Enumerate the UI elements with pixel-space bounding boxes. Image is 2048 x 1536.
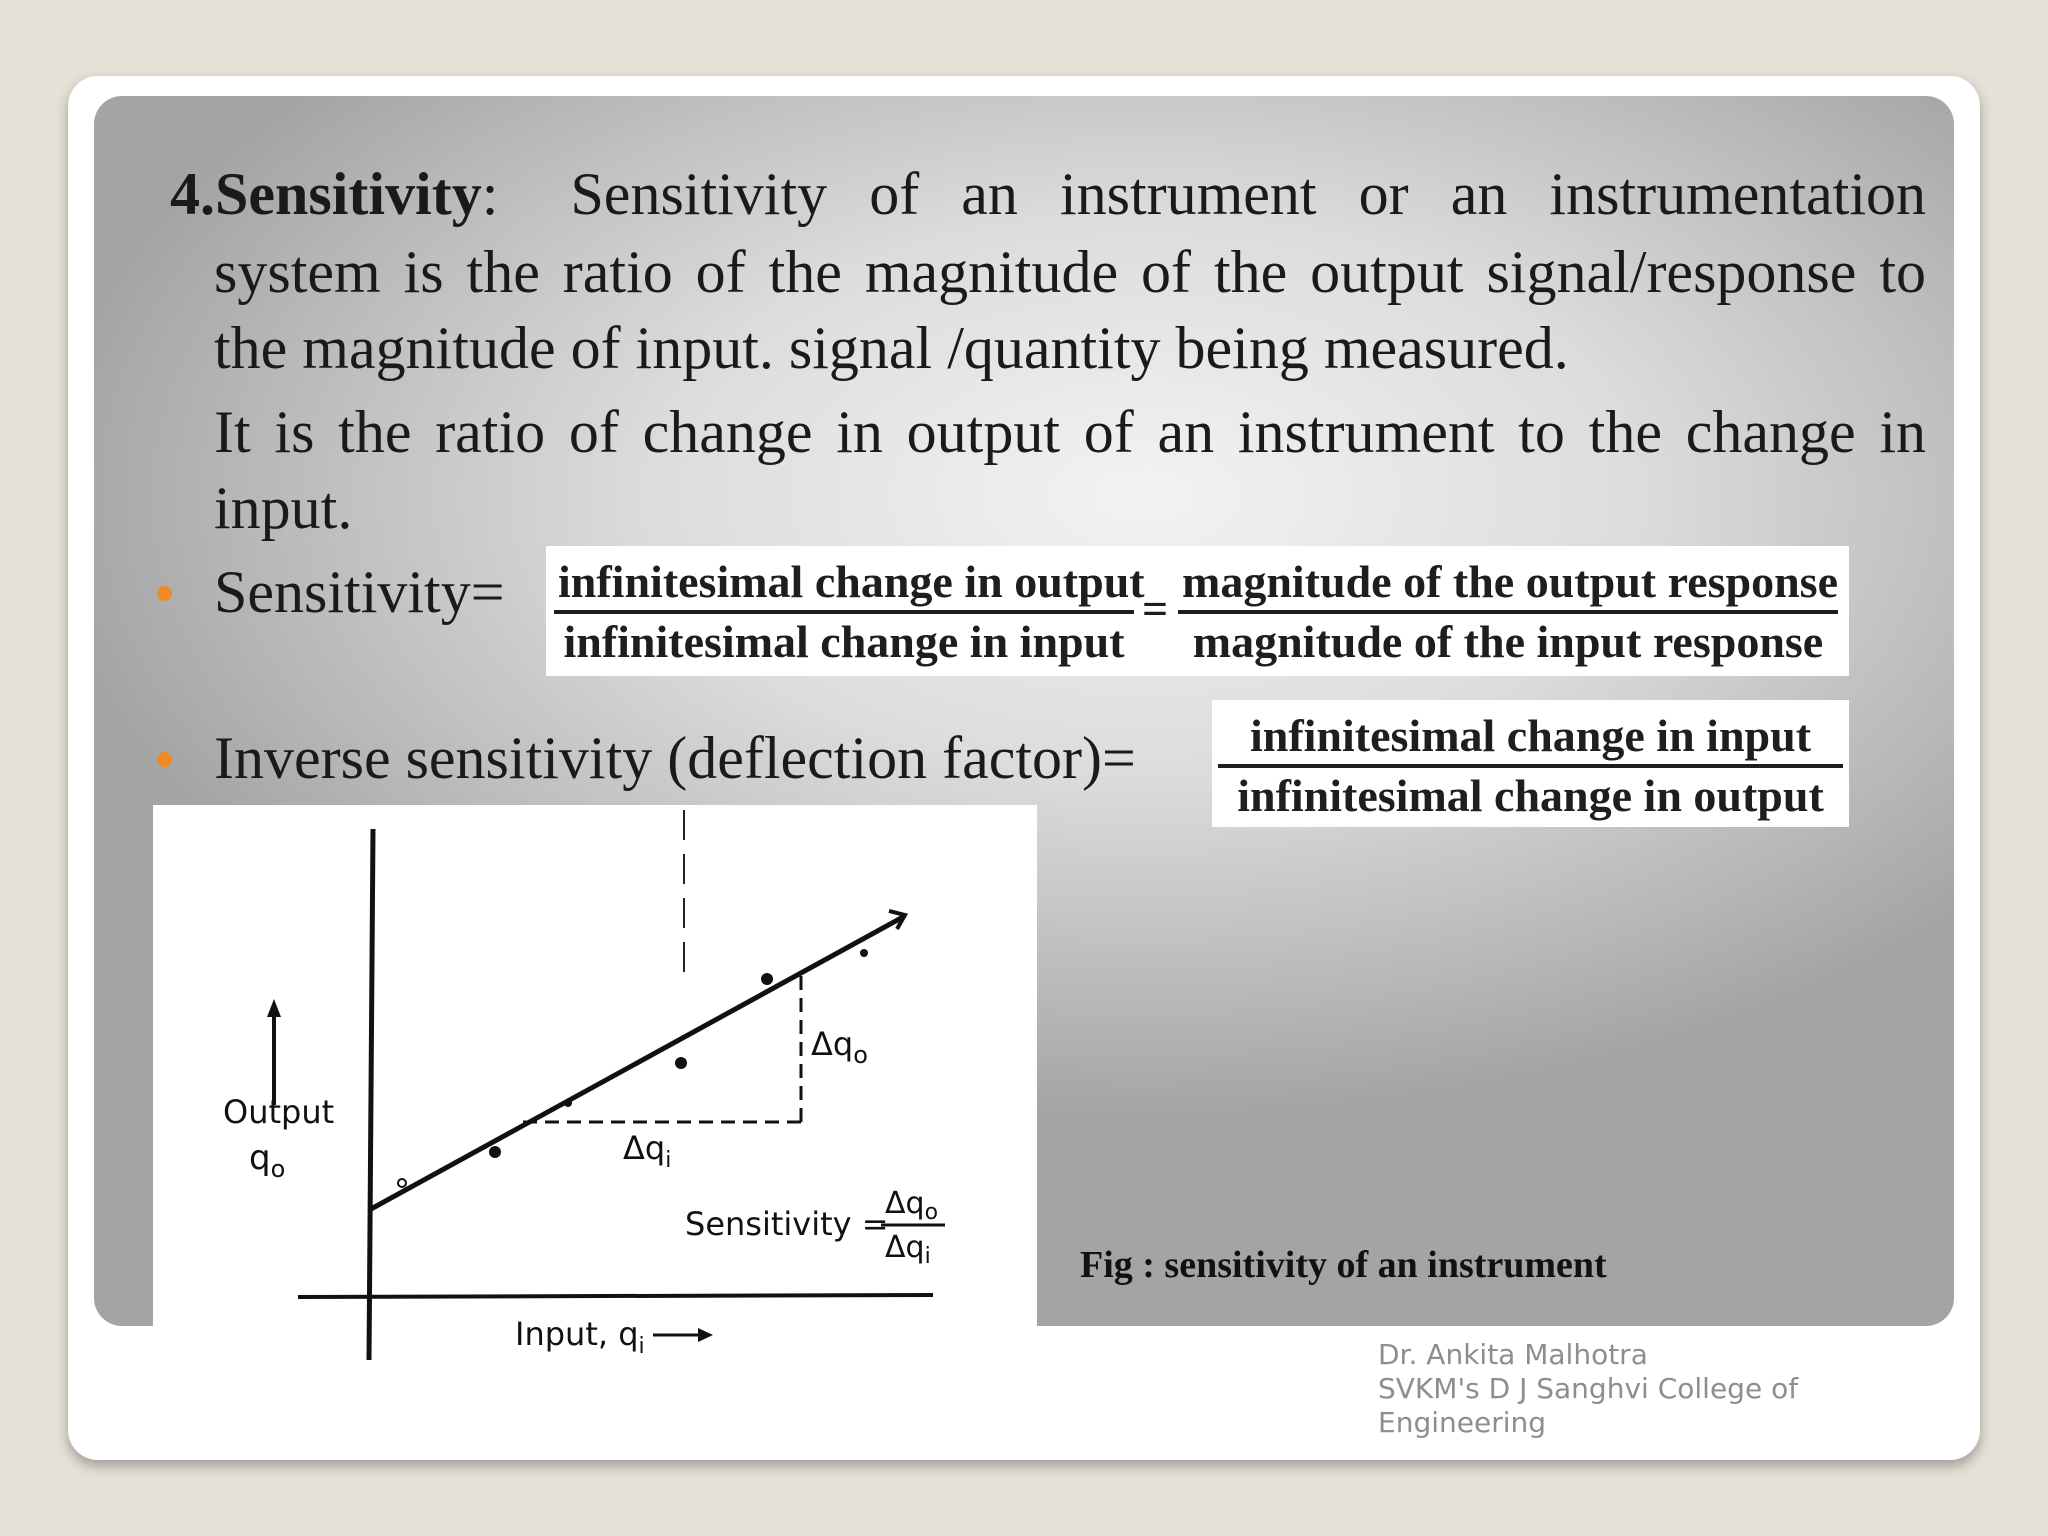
sensitivity-label: Sensitivity= — [214, 559, 505, 625]
word: of — [869, 161, 920, 227]
delta-qo-label: $\Delta q_o$ — [811, 1025, 868, 1069]
fraction-denominator: infinitesimal change in output — [1237, 770, 1824, 821]
sensitivity-ratio-numerator: $\Delta q_o$ — [885, 1186, 939, 1225]
sensitivity-ratio-denominator: $\Delta q_i$ — [885, 1230, 931, 1269]
sensitivity-definition-line-2: system is the ratio of the magnitude of the output signal/response to — [214, 239, 1926, 305]
title-colon: : — [481, 161, 499, 227]
data-point — [564, 1099, 572, 1107]
equals-sign: = — [1142, 583, 1169, 634]
sensitivity-formula — [546, 546, 1849, 676]
sensitivity-fraction-right — [1178, 554, 1838, 670]
section-title: 4.Sensitivity — [170, 161, 482, 227]
figure-caption: Fig : sensitivity of an instrument — [1080, 1244, 1607, 1286]
fraction-numerator: infinitesimal change in output — [554, 554, 1134, 614]
sensitivity-fraction-left — [554, 554, 1145, 670]
bullet-marker — [157, 752, 172, 767]
sensitivity-ratio-label: Sensitivity = — [685, 1205, 889, 1243]
x-axis-label: Input, $q_i$ — [515, 1315, 645, 1359]
inverse-sensitivity-formula — [1212, 700, 1849, 827]
slide-footer — [1378, 1338, 1798, 1440]
fraction-denominator: magnitude of the input response — [1192, 616, 1824, 667]
graph-svg — [153, 805, 1037, 1405]
footer-author: Dr. Ankita Malhotra — [1378, 1338, 1648, 1371]
word: an — [961, 161, 1018, 227]
data-point — [675, 1057, 687, 1069]
up-arrow-head-icon — [267, 999, 281, 1017]
fraction-numerator: infinitesimal change in input — [1218, 708, 1843, 768]
word: an — [1450, 161, 1508, 227]
bullet-marker — [157, 586, 172, 601]
inverse-sensitivity-label: Inverse sensitivity (deflection factor)= — [214, 725, 1136, 791]
word: instrument — [1059, 161, 1317, 227]
y-axis-label: Output — [223, 1093, 335, 1131]
sensitivity-graph — [153, 805, 1037, 1405]
data-point — [860, 949, 868, 957]
footer-institution: SVKM's D J Sanghvi College of — [1378, 1372, 1799, 1405]
footer-institution-cont: Engineering — [1378, 1406, 1546, 1439]
data-point — [398, 1179, 406, 1187]
fraction-numerator: magnitude of the output response — [1178, 554, 1838, 614]
delta-qi-label: $\Delta q_i$ — [623, 1129, 672, 1173]
y-axis-symbol: $q_o$ — [249, 1138, 286, 1183]
ratio-line-2: input. — [214, 475, 353, 541]
y-axis — [369, 829, 373, 1360]
fraction-denominator: infinitesimal change in input — [563, 616, 1125, 667]
word: instrumentation — [1549, 161, 1927, 227]
right-arrow-head-icon — [698, 1328, 713, 1342]
data-point — [489, 1146, 501, 1158]
ratio-line-1: It is the ratio of change in output of an instrument to the change in — [214, 399, 1926, 465]
data-point — [761, 973, 773, 985]
inverse-fraction — [1218, 708, 1843, 824]
sensitivity-definition-line-3: the magnitude of input. signal /quantity being measured. — [214, 315, 1569, 381]
sensitivity-definition-line-1 — [170, 158, 1926, 230]
word: or — [1358, 161, 1409, 227]
word: Sensitivity — [570, 161, 828, 227]
x-axis — [298, 1295, 933, 1297]
